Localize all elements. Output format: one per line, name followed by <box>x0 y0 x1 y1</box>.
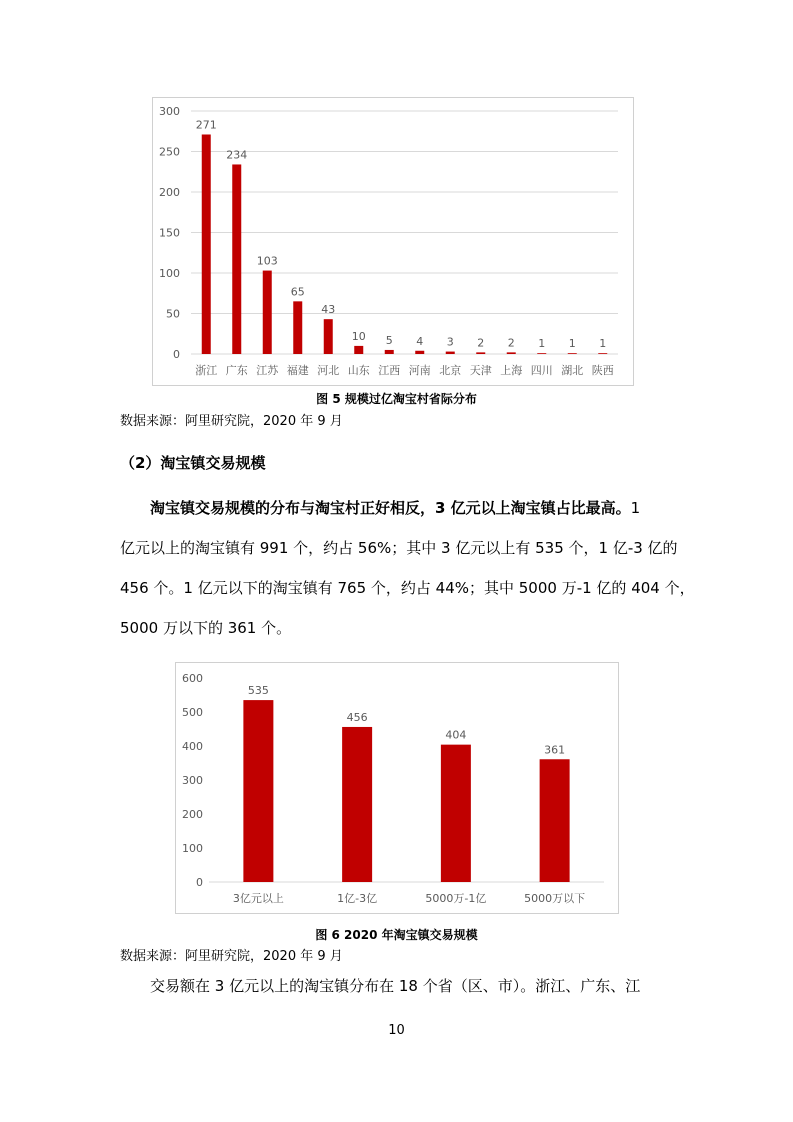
bar <box>293 301 302 354</box>
bar <box>537 353 546 354</box>
data-label: 5 <box>385 333 393 347</box>
y-tick-label: 100 <box>159 267 180 280</box>
figure6-source: 数据来源：阿里研究院，2020 年 9 月 <box>120 949 343 964</box>
closing-paragraph <box>120 966 675 1006</box>
data-label: 361 <box>544 743 566 757</box>
y-tick-label: 0 <box>196 876 203 889</box>
y-tick-label: 50 <box>166 307 180 321</box>
bar <box>507 352 516 354</box>
figure5-caption: 图 5 规模过亿淘宝村省际分布 <box>316 392 477 406</box>
chart-figure5-svg <box>153 98 633 385</box>
y-tick-label: 200 <box>182 808 203 821</box>
y-tick-label: 600 <box>182 672 203 685</box>
category-label: 北京 <box>439 364 462 377</box>
category-label: 1亿-3亿 <box>337 892 378 905</box>
bar <box>263 271 272 354</box>
chart-figure5 <box>152 97 634 386</box>
bar <box>441 745 471 882</box>
data-label: 2 <box>477 336 485 350</box>
category-label: 广东 <box>225 364 248 377</box>
y-tick-label: 300 <box>182 774 203 787</box>
y-tick-label: 400 <box>182 740 203 753</box>
category-label: 浙江 <box>195 364 218 377</box>
data-label: 10 <box>351 329 366 343</box>
bar <box>446 352 455 354</box>
data-label: 1 <box>538 337 546 351</box>
category-label: 陕西 <box>591 364 614 377</box>
data-label: 103 <box>256 254 278 268</box>
y-tick-label: 250 <box>159 145 180 159</box>
data-label: 404 <box>445 728 467 742</box>
data-label: 4 <box>416 334 424 348</box>
bar <box>385 350 394 354</box>
chart-figure6 <box>175 662 619 914</box>
bar <box>540 759 570 882</box>
data-label: 3 <box>446 335 454 349</box>
y-tick-label: 300 <box>159 105 180 118</box>
category-label: 四川 <box>530 364 553 377</box>
data-label: 1 <box>599 337 607 351</box>
category-label: 5000万-1亿 <box>425 892 487 905</box>
chart-figure6-svg <box>176 663 618 913</box>
closing-paragraph-line: 交易额在 3 亿元以上的淘宝镇分布在 18 个省（区、市）。浙江、广东、江 <box>150 977 641 995</box>
paragraph-line-1 <box>120 488 675 528</box>
category-label: 河北 <box>317 364 340 377</box>
y-tick-label: 0 <box>173 348 180 361</box>
data-label: 65 <box>290 285 305 299</box>
page-number: 10 <box>388 1023 405 1038</box>
bar <box>324 319 333 354</box>
paragraph-bold-text: 淘宝镇交易规模的分布与淘宝村正好相反，3 亿元以上淘宝镇占比最高。 <box>150 499 631 517</box>
category-label: 天津 <box>469 364 492 377</box>
section-paragraph <box>120 488 695 648</box>
data-label: 234 <box>226 148 248 162</box>
data-label: 456 <box>346 710 368 724</box>
data-label: 43 <box>321 303 336 317</box>
y-tick-label: 200 <box>159 186 180 199</box>
section-heading: （2）淘宝镇交易规模 <box>120 454 266 472</box>
figure6-caption: 图 6 2020 年淘宝镇交易规模 <box>315 928 478 942</box>
category-label: 山东 <box>347 364 370 377</box>
category-label: 河南 <box>408 364 431 377</box>
paragraph-line-4: 5000 万以下的 361 个。 <box>120 619 292 637</box>
bar <box>415 351 424 354</box>
data-label: 2 <box>507 336 515 350</box>
category-label: 湖北 <box>561 364 584 377</box>
data-label: 535 <box>247 684 269 698</box>
category-label: 江苏 <box>256 364 279 377</box>
category-label: 3亿元以上 <box>232 892 284 905</box>
bar <box>342 727 372 882</box>
bar <box>243 700 273 882</box>
y-tick-label: 100 <box>182 842 203 855</box>
category-label: 福建 <box>286 364 309 377</box>
bar <box>598 353 607 354</box>
data-label: 1 <box>568 337 576 351</box>
bar <box>232 164 241 354</box>
paragraph-line-1-rest: 1 <box>630 499 641 517</box>
paragraph-line-2: 亿元以上的淘宝镇有 991 个，约占 56%；其中 3 亿元以上有 535 个，1 亿-3 亿的 <box>120 539 678 557</box>
data-label: 271 <box>195 118 217 132</box>
bar <box>476 352 485 354</box>
bar <box>354 346 363 354</box>
paragraph-line-3: 456 个。1 亿元以下的淘宝镇有 765 个，约占 44%；其中 5000 万-1 亿的 404 个， <box>120 579 695 597</box>
bar <box>568 353 577 354</box>
category-label: 江西 <box>378 364 401 377</box>
bar <box>202 134 211 354</box>
y-tick-label: 500 <box>182 706 203 719</box>
figure5-source: 数据来源：阿里研究院，2020 年 9 月 <box>120 414 343 429</box>
category-label: 上海 <box>500 364 523 377</box>
y-tick-label: 150 <box>159 226 180 240</box>
category-label: 5000万以下 <box>524 892 586 905</box>
